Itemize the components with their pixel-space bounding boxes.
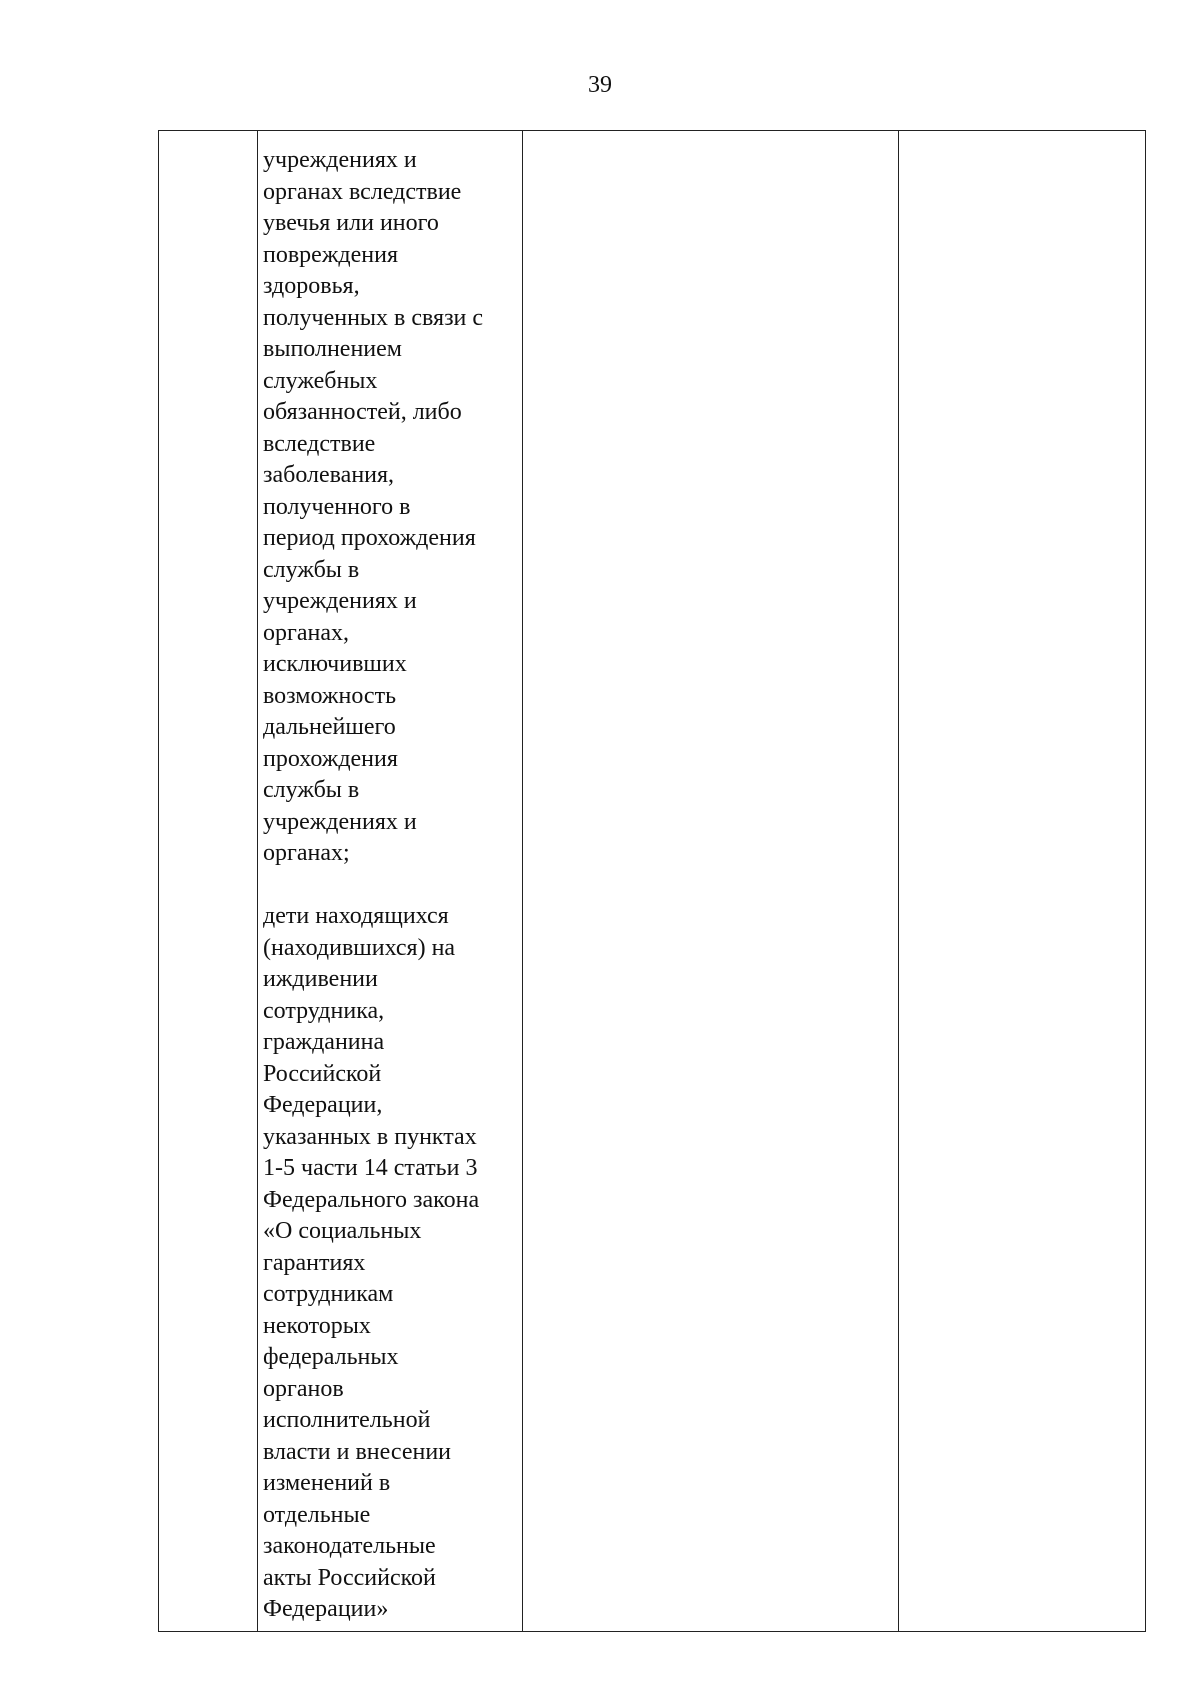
text-line: службы в bbox=[263, 777, 360, 803]
text-line: акты Российской bbox=[263, 1564, 436, 1591]
text-line: учреждениях и bbox=[263, 808, 417, 835]
page-number: 39 bbox=[588, 72, 612, 98]
text-line: службы в bbox=[263, 556, 360, 583]
text-line: федеральных bbox=[263, 1344, 399, 1370]
text-line: 1-5 части 14 статьи 3 bbox=[263, 1155, 478, 1181]
text-line: исключивших bbox=[263, 651, 407, 677]
text-line: исполнительной bbox=[263, 1407, 431, 1433]
text-line: сотрудникам bbox=[263, 1281, 394, 1307]
text-line: увечья или иного bbox=[263, 210, 439, 236]
text-line: учреждениях и bbox=[263, 588, 417, 614]
text-line: органах, bbox=[263, 619, 349, 646]
text-line: прохождения bbox=[263, 745, 398, 772]
text-line: иждивении bbox=[263, 966, 378, 992]
text-line: здоровья, bbox=[263, 273, 360, 299]
text-line: служебных bbox=[263, 367, 378, 394]
text-line: учреждениях и bbox=[263, 147, 417, 173]
text-line: период прохождения bbox=[263, 525, 476, 551]
table-column-2 bbox=[258, 131, 523, 1631]
text-line: (находившихся) на bbox=[263, 934, 456, 961]
text-line: вследствие bbox=[263, 430, 376, 457]
text-line: дальнейшего bbox=[263, 714, 396, 740]
text-line: повреждения bbox=[263, 241, 398, 268]
text-line: изменений в bbox=[263, 1470, 391, 1496]
text-line: заболевания, bbox=[263, 462, 395, 488]
text-line: полученных в связи с bbox=[263, 304, 484, 331]
text-line: возможность bbox=[263, 682, 397, 709]
text-line: гражданина bbox=[263, 1029, 385, 1055]
text-line: полученного в bbox=[263, 493, 411, 520]
document-table bbox=[158, 130, 1146, 1632]
text-line: органов bbox=[263, 1375, 344, 1402]
table-column-4-empty bbox=[899, 131, 1147, 1631]
text-line: указанных в пунктах bbox=[263, 1123, 477, 1150]
text-line: «О социальных bbox=[263, 1218, 422, 1244]
paragraph-gap bbox=[263, 870, 525, 902]
table-column-3-empty bbox=[523, 131, 899, 1631]
text-line: гарантиях bbox=[263, 1249, 366, 1276]
text-line: Федерации» bbox=[263, 1596, 389, 1622]
text-line: Российской bbox=[263, 1060, 382, 1087]
text-line: власти и внесении bbox=[263, 1438, 452, 1465]
text-line: органах; bbox=[263, 840, 350, 866]
text-line: органах вследствие bbox=[263, 178, 462, 205]
text-line: отдельные bbox=[263, 1501, 371, 1528]
text-line: дети находящихся bbox=[263, 903, 449, 929]
paragraph-1 bbox=[263, 145, 525, 870]
table-cell-text bbox=[263, 145, 525, 1626]
text-line: некоторых bbox=[263, 1312, 371, 1339]
table-column-1-empty bbox=[159, 131, 258, 1631]
text-line: Федерального закона bbox=[263, 1186, 480, 1213]
text-line: законодательные bbox=[263, 1533, 436, 1559]
paragraph-2 bbox=[263, 901, 525, 1626]
text-line: обязанностей, либо bbox=[263, 399, 462, 425]
text-line: сотрудника, bbox=[263, 997, 385, 1024]
text-line: выполнением bbox=[263, 336, 402, 362]
text-line: Федерации, bbox=[263, 1092, 383, 1118]
